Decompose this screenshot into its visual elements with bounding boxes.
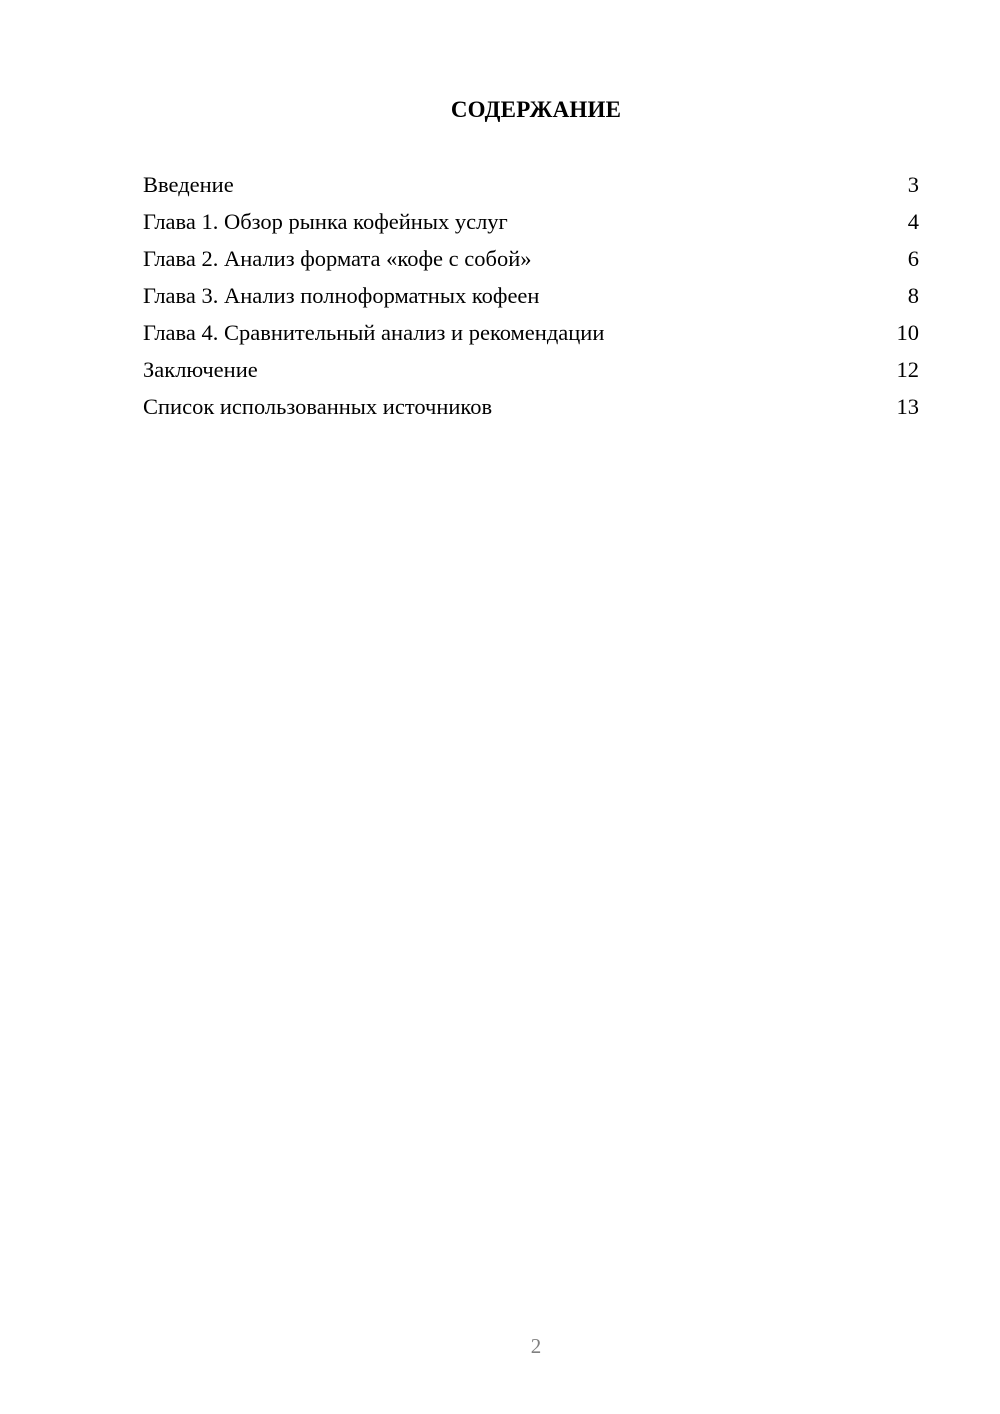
toc-entry-chapter-3 (143, 281, 919, 318)
toc-entry-chapter-4 (143, 318, 919, 355)
toc-entry-label: Глава 2. Анализ формата «кофе с собой» (143, 246, 532, 271)
toc-entry-references (143, 392, 919, 429)
toc-entry-page: 4 (907, 209, 919, 234)
toc-entry-page: 8 (907, 283, 919, 308)
toc-entry-page: 12 (896, 357, 919, 382)
toc-entry-label: Список использованных источников (143, 394, 493, 419)
toc-entry-label: Введение (143, 172, 234, 197)
toc-entry-introduction (143, 170, 919, 207)
toc-entry-chapter-1 (143, 207, 919, 244)
toc-entry-page: 6 (907, 246, 919, 271)
toc-heading: СОДЕРЖАНИЕ (450, 97, 622, 122)
table-of-contents (143, 170, 919, 429)
toc-entry-label: Глава 3. Анализ полноформатных кофеен (143, 283, 540, 308)
toc-entry-label: Заключение (143, 357, 258, 382)
toc-entry-chapter-2 (143, 244, 919, 281)
toc-entry-label: Глава 4. Сравнительный анализ и рекомендации (143, 320, 605, 345)
toc-entry-conclusion (143, 355, 919, 392)
toc-entry-page: 10 (896, 320, 919, 345)
toc-entry-page: 3 (907, 172, 919, 197)
toc-entry-page: 13 (896, 394, 919, 419)
toc-entry-label: Глава 1. Обзор рынка кофейных услуг (143, 209, 508, 234)
page-number: 2 (530, 1334, 542, 1358)
